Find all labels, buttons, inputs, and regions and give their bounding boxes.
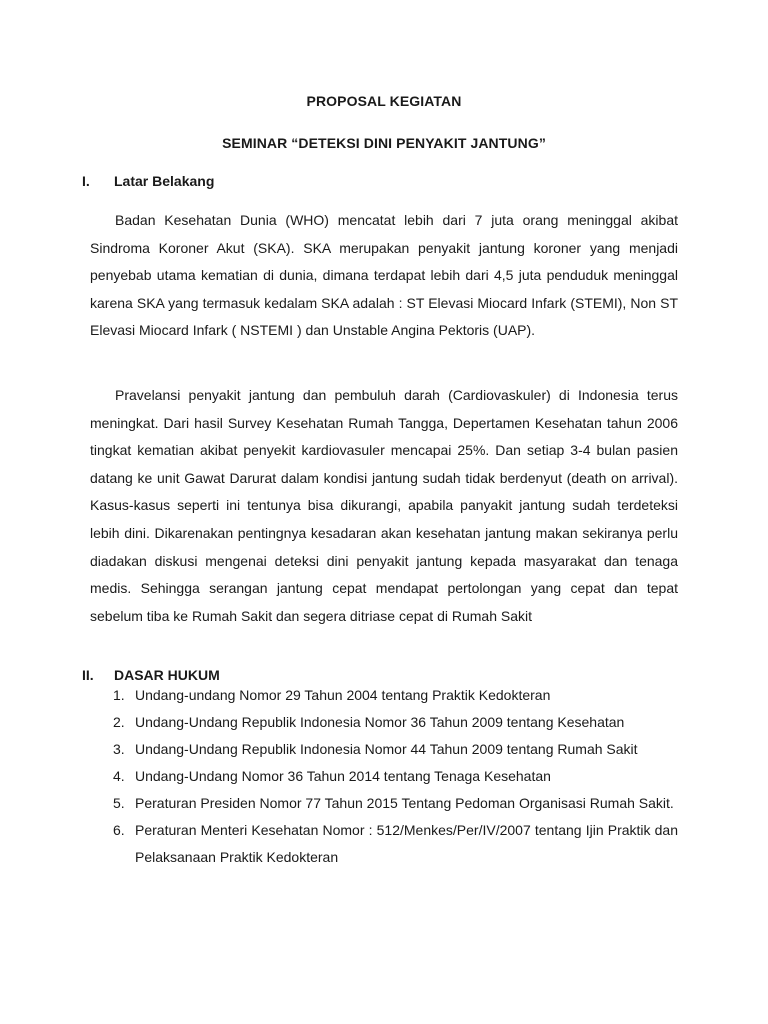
list-item-text: Peraturan Menteri Kesehatan Nomor : 512/Menkes/Per/IV/2007 tentang Ijin Praktik dan Pelaksanaan Praktik Kedokteran — [135, 822, 678, 865]
list-item-text: Undang-Undang Nomor 36 Tahun 2014 tentang Tenaga Kesehatan — [135, 768, 551, 784]
list-item — [113, 817, 678, 871]
section-heading-dasar-hukum — [82, 667, 220, 683]
list-item-text: Undang-Undang Republik Indonesia Nomor 44 Tahun 2009 tentang Rumah Sakit — [135, 741, 638, 757]
list-item — [113, 763, 678, 790]
list-item-number: 4. — [113, 768, 125, 784]
list-item-number: 1. — [113, 687, 125, 703]
paragraph: Badan Kesehatan Dunia (WHO) mencatat lebih dari 7 juta orang meninggal akibat Sindroma Koroner Akut (SKA). SKA merupakan penyakit jantung koroner yang menjadi penyebab utama kematian di dunia, dimana terdapat lebih dari 4,5 juta penduduk meninggal karena SKA yang termasuk kedalam SKA adalah : ST Elevasi Miocard Infark (STEMI), Non ST Elevasi Miocard Infark ( NSTEMI ) dan Unstable Angina Pektoris (UAP). — [90, 212, 678, 339]
list-item — [113, 709, 678, 736]
section-heading-latar-belakang — [82, 173, 214, 189]
section-title: DASAR HUKUM — [114, 667, 220, 683]
document-title: PROPOSAL KEGIATAN — [306, 93, 462, 109]
document-subtitle: SEMINAR “DETEKSI DINI PENYAKIT JANTUNG” — [222, 135, 546, 151]
section-number: I. — [82, 173, 90, 189]
legal-basis-list — [113, 682, 678, 871]
list-item-number: 2. — [113, 714, 125, 730]
paragraph: Pravelansi penyakit jantung dan pembuluh darah (Cardiovaskuler) di Indonesia terus meningkat. Dari hasil Survey Kesehatan Rumah Tangga, Depertamen Kesehatan tahun 2006 tingkat kematian akibat penyekit kardiovasuler mencapai 25%. Dan setiap 3-4 bulan pasien datang ke unit Gawat Darurat dalam kondisi jantung sudah tidak berdenyut (death on arrival). Kasus-kasus seperti ini tentunya bisa dikurangi, apabila panyakit jantung sudah terdeteksi lebih dini. Dikarenakan pentingnya kesadaran akan kesehatan jantung makan sekiranya perlu diadakan diskusi mengenai deteksi dini penyakit jantung kepada masyarakat dan tenaga medis. Sehingga serangan jantung cepat mendapat pertolongan yang cepat dan tepat sebelum tiba ke Rumah Sakit dan segera ditriase cepat di Rumah Sakit — [90, 387, 678, 624]
list-item-number: 3. — [113, 741, 125, 757]
list-item — [113, 682, 678, 709]
list-item-text: Undang-undang Nomor 29 Tahun 2004 tentang Praktik Kedokteran — [135, 687, 551, 703]
list-item-number: 6. — [113, 822, 125, 838]
list-item-text: Peraturan Presiden Nomor 77 Tahun 2015 Tentang Pedoman Organisasi Rumah Sakit. — [135, 795, 674, 811]
list-item-number: 5. — [113, 795, 125, 811]
section-title: Latar Belakang — [114, 173, 215, 189]
section-number: II. — [82, 667, 94, 683]
list-item — [113, 736, 678, 763]
list-item-text: Undang-Undang Republik Indonesia Nomor 36 Tahun 2009 tentang Kesehatan — [135, 714, 625, 730]
list-item — [113, 790, 678, 817]
